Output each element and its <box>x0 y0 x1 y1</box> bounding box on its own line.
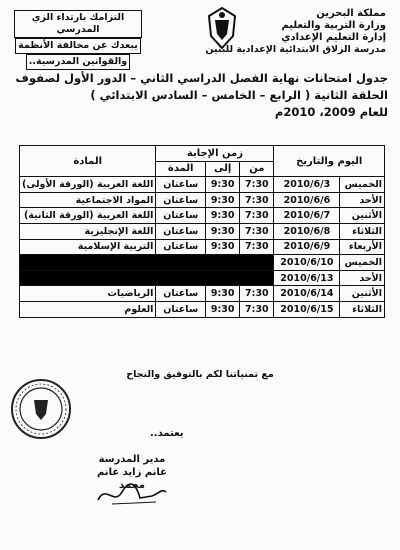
cell-from: 7:30 <box>240 208 274 224</box>
cell-to: 9:30 <box>206 208 240 224</box>
cell-to: 9:30 <box>206 223 240 239</box>
dress-code-notice <box>14 10 142 70</box>
title-line-1: جدول امتحانات نهاية الفصل الدراسي الثاني – الدور الأول لصفوف <box>15 71 388 85</box>
cell-to: 9:30 <box>206 301 240 317</box>
cell-from: 7:30 <box>240 177 274 193</box>
header-from: من <box>240 161 274 177</box>
cell-subject: العلوم <box>20 301 156 317</box>
header-subject: المادة <box>20 146 156 177</box>
table-row-redacted <box>20 255 385 271</box>
table-row <box>20 223 385 239</box>
table-header-row <box>20 146 385 162</box>
cell-to: 9:30 <box>206 239 240 255</box>
table-row <box>20 301 385 317</box>
cell-subject: اللغة العربية (الورقة الأولى) <box>20 177 156 193</box>
cell-subject: الرياضيات <box>20 286 156 302</box>
signer-title: مدير المدرسة <box>98 454 166 465</box>
table-row <box>20 192 385 208</box>
cell-to: 9:30 <box>206 286 240 302</box>
table-row <box>20 286 385 302</box>
title-line-2: الحلقة الثانية ( الرابع – الخامس – السادس الابتدائي ) <box>90 88 388 102</box>
approval-label: يعتمد.. <box>150 428 184 439</box>
signer-name: غانم زايد غانم محمد <box>96 467 168 491</box>
cell-day: الأحد <box>340 270 385 286</box>
cell-date: 2010/6/7 <box>274 208 340 224</box>
cell-from: 7:30 <box>240 192 274 208</box>
header-day-date: اليوم والتاريخ <box>274 146 385 177</box>
org-header <box>205 8 386 56</box>
cell-duration: ساعتان <box>156 177 206 193</box>
cell-from: 7:30 <box>240 301 274 317</box>
cell-day: الثلاثاء <box>340 301 385 317</box>
redaction-bar <box>20 255 274 271</box>
cell-from: 7:30 <box>240 223 274 239</box>
notice-line-1: التزامك بارتداء الزي المدرسي <box>14 10 142 38</box>
title-line-3: للعام 2009، 2010م <box>274 105 388 119</box>
cell-date: 2010/6/6 <box>274 192 340 208</box>
cell-date: 2010/6/3 <box>274 177 340 193</box>
table-row <box>20 177 385 193</box>
header-duration: المدة <box>156 161 206 177</box>
org-line-kingdom: مملكة البحرين <box>316 8 386 19</box>
cell-date: 2010/6/13 <box>274 270 340 286</box>
cell-duration: ساعتان <box>156 301 206 317</box>
notice-line-3: والقوانين المدرسية.. <box>26 54 130 70</box>
notice-line-2: يبعدك عن مخالفة الأنظمة <box>15 38 141 54</box>
cell-duration: ساعتان <box>156 239 206 255</box>
cell-duration: ساعتان <box>156 192 206 208</box>
cell-date: 2010/6/8 <box>274 223 340 239</box>
cell-day: الأربعاء <box>340 239 385 255</box>
cell-date: 2010/6/9 <box>274 239 340 255</box>
cell-subject: اللغة العربية (الورقة الثانية) <box>20 208 156 224</box>
cell-subject: التربية الإسلامية <box>20 239 156 255</box>
cell-date: 2010/6/15 <box>274 301 340 317</box>
cell-to: 9:30 <box>206 177 240 193</box>
cell-subject: اللغة الإنجليزية <box>20 223 156 239</box>
handwritten-signature-icon <box>92 478 172 510</box>
cell-from: 7:30 <box>240 286 274 302</box>
table-row <box>20 239 385 255</box>
exam-schedule-table <box>19 145 385 318</box>
cell-day: الأثنين <box>340 208 385 224</box>
header-to: إلى <box>206 161 240 177</box>
cell-day: الثلاثاء <box>340 223 385 239</box>
page-title <box>12 70 388 121</box>
table-row-redacted <box>20 270 385 286</box>
org-line-school: مدرسة الزلاق الابتدائية الإعدادية للبنين <box>205 44 386 55</box>
cell-duration: ساعتان <box>156 286 206 302</box>
cell-day: الخميس <box>340 177 385 193</box>
header-time: زمن الإجابة <box>156 146 274 162</box>
cell-subject: المواد الاجتماعية <box>20 192 156 208</box>
redaction-bar <box>20 270 274 286</box>
cell-from: 7:30 <box>240 239 274 255</box>
org-line-ministry: وزارة التربية والتعليم <box>281 20 386 31</box>
cell-duration: ساعتان <box>156 208 206 224</box>
cell-day: الأحد <box>340 192 385 208</box>
cell-day: الخميس <box>340 255 385 271</box>
cell-date: 2010/6/10 <box>274 255 340 271</box>
cell-to: 9:30 <box>206 192 240 208</box>
cell-day: الأثنين <box>340 286 385 302</box>
cell-date: 2010/6/14 <box>274 286 340 302</box>
cell-duration: ساعتان <box>156 223 206 239</box>
org-line-directorate: إدارة التعليم الإعدادي <box>281 32 386 43</box>
school-stamp-icon <box>10 378 72 440</box>
wishes-line: مع تمنياتنا لكم بالتوفيق والنجاح <box>126 369 274 380</box>
table-row <box>20 208 385 224</box>
